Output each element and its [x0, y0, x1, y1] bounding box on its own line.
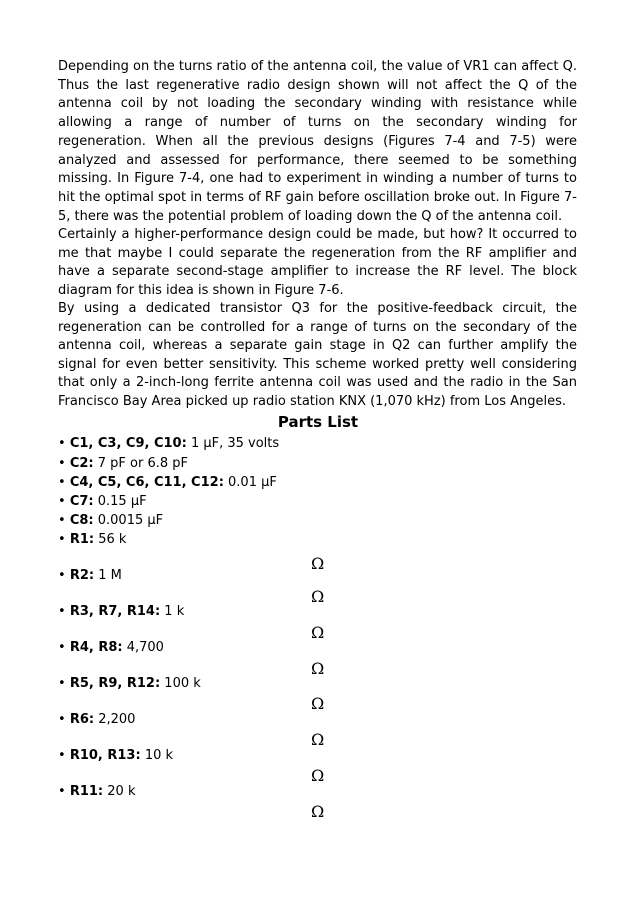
list-item — [58, 639, 164, 657]
bullet: • — [58, 456, 66, 471]
ohm-symbol: Ω — [311, 766, 325, 785]
list-item — [58, 474, 277, 492]
part-label: C8: — [69, 513, 94, 528]
part-value: 100 k — [164, 676, 201, 691]
part-value: 0.01 µF — [228, 475, 277, 490]
part-label: R6: — [69, 712, 95, 727]
ohm-symbol: Ω — [311, 659, 325, 678]
ohm-symbol: Ω — [311, 554, 325, 573]
part-value: 56 k — [98, 532, 127, 547]
bullet: • — [58, 748, 66, 763]
bullet: • — [58, 604, 66, 619]
bullet: • — [58, 784, 66, 799]
part-value: 7 pF or 6.8 pF — [97, 456, 188, 471]
part-label: C7: — [69, 494, 94, 509]
part-value: 1 k — [164, 604, 185, 619]
paragraph-2: Certainly a higher-performance design could be made, but how? It occurred to me that maybe I could separate the regeneration from the RF amplifier and have a separate second-stage amplifier to increase the RF level. The block diagram for this idea is shown in Figure 7-6. — [58, 227, 577, 299]
part-label: R3, R7, R14: — [69, 604, 161, 619]
bullet: • — [58, 640, 66, 655]
part-label: R11: — [69, 784, 104, 799]
bullet: • — [58, 568, 66, 583]
part-value: 0.0015 µF — [97, 513, 164, 528]
part-value: 10 k — [144, 748, 174, 763]
bullet: • — [58, 494, 66, 509]
part-value: 1 M — [98, 568, 122, 583]
bullet: • — [58, 532, 66, 547]
bullet: • — [58, 676, 66, 691]
ohm-symbol: Ω — [311, 587, 325, 606]
parts-list-title: Parts List — [277, 413, 359, 431]
list-item — [58, 567, 122, 585]
part-label: R10, R13: — [69, 748, 141, 763]
bullet: • — [58, 436, 66, 451]
list-item — [58, 747, 173, 765]
ohm-symbol: Ω — [311, 694, 325, 713]
list-item — [58, 435, 279, 453]
part-value: 0.15 µF — [97, 494, 147, 509]
part-value: 1 µF, 35 volts — [190, 436, 280, 451]
list-item — [58, 783, 135, 801]
part-label: C2: — [69, 456, 94, 471]
list-item — [58, 675, 201, 693]
list-item — [58, 531, 126, 549]
part-label: R1: — [69, 532, 95, 547]
part-value: 4,700 — [126, 640, 164, 655]
list-item — [58, 603, 184, 621]
part-label: R5, R9, R12: — [69, 676, 161, 691]
part-label: R2: — [69, 568, 95, 583]
part-label: C4, C5, C6, C11, C12: — [69, 475, 224, 490]
paragraph-3: By using a dedicated transistor Q3 for the positive-feedback circuit, the regeneration can be controlled for a range of turns on the secondary of the antenna coil, whereas a separate gain stage in Q2 can further amplify the signal for even better sensitivity. This scheme worked pretty well considering that only a 2-inch-long ferrite antenna coil was used and the radio in the San Francisco Bay Area picked up radio station KNX (1,070 kHz) from Los Angeles. — [58, 301, 577, 409]
ohm-symbol: Ω — [311, 623, 325, 642]
part-value: 20 k — [107, 784, 136, 799]
ohm-symbol: Ω — [311, 730, 325, 749]
bullet: • — [58, 513, 66, 528]
paragraph-1: Depending on the turns ratio of the antenna coil, the value of VR1 can affect Q. Thus the last regenerative radio design shown will not affect the Q of the antenna coil by not loading the secondary winding with resistance while allowing a range of number of turns on the secondary winding for regeneration. When all the previous designs (Figures 7-4 and 7-5) were analyzed and assessed for performance, there seemed to be something missing. In Figure 7-4, one had to experiment in winding a number of turns to hit the optimal spot in terms of RF gain before oscillation broke out. In Figure 7-5, there was the potential problem of loading down the Q of the antenna coil. — [58, 59, 577, 224]
part-value: 2,200 — [98, 712, 136, 727]
ohm-symbol: Ω — [311, 802, 325, 821]
bullet: • — [58, 712, 66, 727]
list-item — [58, 455, 188, 473]
part-label: C1, C3, C9, C10: — [69, 436, 187, 451]
part-label: R4, R8: — [69, 640, 123, 655]
bullet: • — [58, 475, 66, 490]
list-item — [58, 493, 147, 511]
list-item — [58, 711, 135, 729]
list-item — [58, 512, 163, 530]
